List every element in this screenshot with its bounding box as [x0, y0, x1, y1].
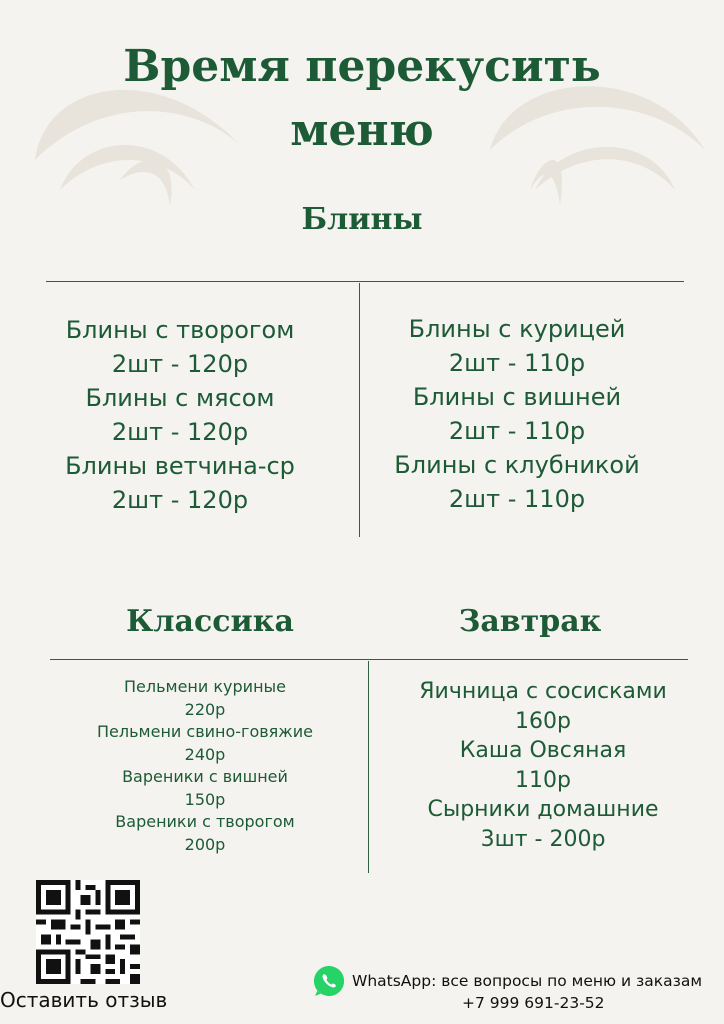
- menu-price: 240р: [184, 744, 226, 764]
- qr-code-icon[interactable]: [36, 880, 140, 984]
- menu-item: Блины с мясом: [85, 384, 275, 412]
- divider-bliny: [46, 281, 684, 282]
- classic-column: [60, 676, 350, 856]
- menu-item: Блины с вишней: [412, 383, 622, 411]
- section-heading-bliny: Блины: [301, 202, 423, 237]
- menu-item: Блины с клубникой: [394, 451, 640, 479]
- menu-price: 2шт - 120р: [111, 350, 249, 378]
- page-title-line1: Время перекусить: [123, 41, 601, 92]
- menu-price: 2шт - 110р: [448, 417, 586, 445]
- menu-item: Блины с творогом: [65, 316, 295, 344]
- menu-price: 220р: [184, 699, 226, 719]
- menu-price: 2шт - 110р: [448, 485, 586, 513]
- section-heading-breakfast: Завтрак: [458, 604, 602, 639]
- menu-price: 110р: [515, 767, 571, 793]
- column-divider-bliny: [359, 283, 360, 537]
- page-title-line2: меню: [290, 105, 434, 156]
- whatsapp-icon[interactable]: [312, 964, 346, 998]
- menu-price: 200р: [184, 834, 226, 854]
- phone-number[interactable]: +7 999 691-23-52: [462, 994, 605, 1012]
- menu-price: 2шт - 110р: [448, 349, 586, 377]
- column-divider-classic-breakfast: [368, 661, 369, 873]
- menu-item: Блины с курицей: [408, 315, 626, 343]
- menu-price: 150р: [184, 789, 226, 809]
- menu-item: Яичница с сосисками: [419, 679, 667, 704]
- divider-classic-breakfast: [50, 659, 688, 660]
- menu-price: 3шт - 200р: [480, 826, 606, 852]
- menu-item: Каша Овсяная: [459, 738, 627, 763]
- leave-review-label: Оставить отзыв: [0, 988, 168, 1012]
- bliny-left-column: [30, 313, 330, 517]
- menu-item: Вареники с творогом: [115, 812, 295, 831]
- whatsapp-info-text: WhatsApp: все вопросы по меню и заказам: [352, 972, 703, 990]
- menu-price: 2шт - 120р: [111, 486, 249, 514]
- menu-price: 160р: [515, 708, 571, 734]
- menu-item: Пельмени куриные: [123, 677, 286, 696]
- bliny-right-column: [367, 312, 667, 516]
- menu-item: Блины ветчина-ср: [65, 452, 295, 480]
- menu-item: Сырники домашние: [427, 797, 659, 822]
- breakfast-column: [390, 677, 696, 854]
- section-heading-classic: Классика: [126, 604, 294, 639]
- menu-item: Пельмени свино-говяжие: [97, 722, 313, 741]
- menu-price: 2шт - 120р: [111, 418, 249, 446]
- menu-item: Вареники с вишней: [122, 767, 288, 786]
